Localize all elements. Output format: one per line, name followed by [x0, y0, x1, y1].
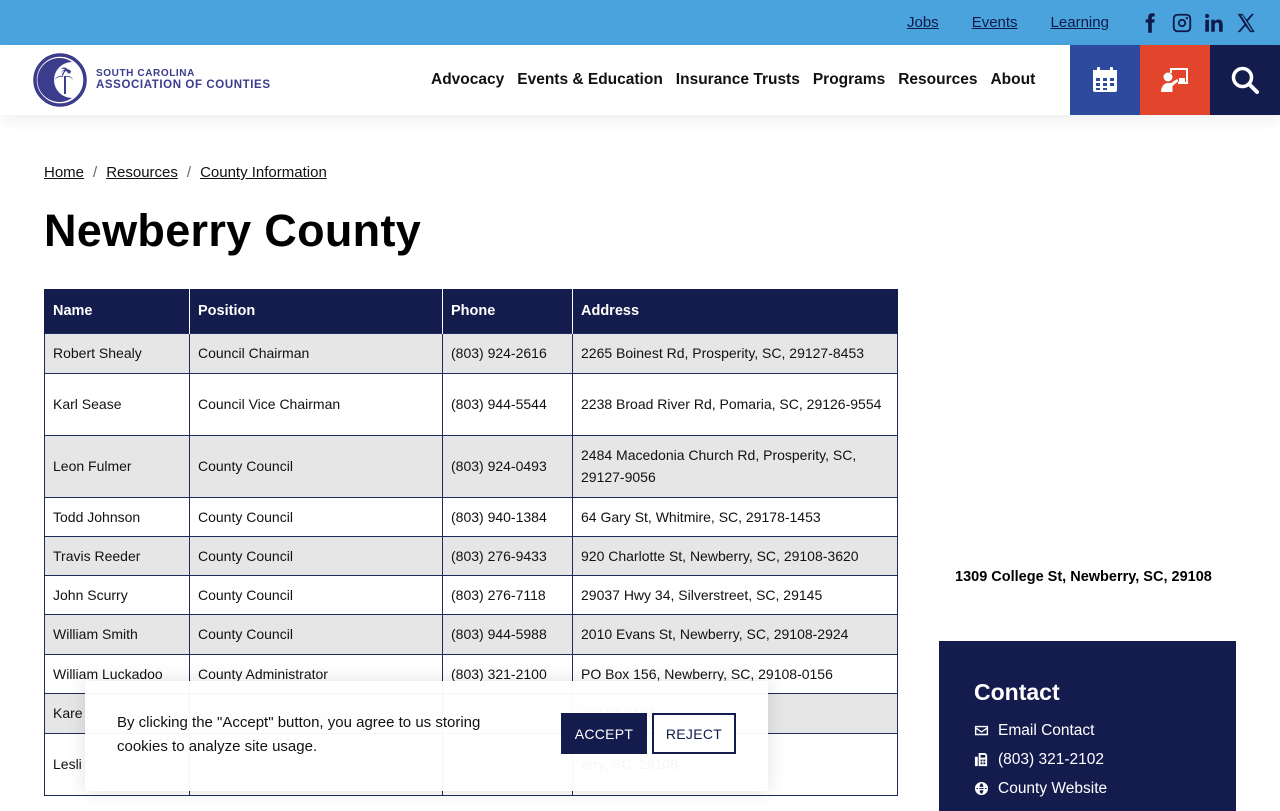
nav-resources[interactable]: Resources: [898, 71, 978, 88]
cell-phone: (803) 276-7118: [443, 575, 573, 614]
cell-address: 920 Charlotte St, Newberry, SC, 29108-3620: [573, 536, 898, 575]
cell-position: County Council: [190, 435, 443, 497]
cell-address: 29037 Hwy 34, Silverstreet, SC, 29145: [573, 575, 898, 614]
cell-name: Lesli: [45, 733, 190, 795]
calendar-icon: [1089, 64, 1121, 96]
cell-address: PO Box 156, Newberry, SC, 29108-0156: [573, 654, 898, 693]
logo-text: [96, 68, 271, 93]
page-title: Newberry County: [44, 205, 422, 256]
utility-bar: [0, 0, 1280, 45]
cell-address: 2238 Broad River Rd, Pomaria, SC, 29126-9554: [573, 373, 898, 435]
breadcrumb-county-information[interactable]: County Information: [200, 164, 327, 181]
calendar-button[interactable]: [1070, 45, 1140, 115]
breadcrumb-resources[interactable]: Resources: [106, 164, 178, 181]
main-nav: [431, 45, 1048, 115]
table-row: [45, 373, 898, 435]
cell-name: Todd Johnson: [45, 497, 190, 536]
breadcrumb-home[interactable]: Home: [44, 164, 85, 181]
cell-phone: (803) 944-5544: [443, 373, 573, 435]
search-button[interactable]: [1210, 45, 1280, 115]
nav-programs[interactable]: Programs: [812, 71, 886, 88]
contact-title: Contact: [974, 679, 1060, 705]
facebook-icon[interactable]: [1138, 11, 1162, 35]
cell-position: Council Chairman: [190, 333, 443, 373]
cell-name: Karl Sease: [45, 373, 190, 435]
contact-label: County Website: [998, 779, 1108, 797]
x-icon[interactable]: [1234, 11, 1258, 35]
cell-address: 64 Gary St, Whitmire, SC, 29178-1453: [573, 497, 898, 536]
learning-link[interactable]: Learning: [1050, 14, 1109, 31]
cell-address: 2484 Macedonia Church Rd, Prosperity, SC, 29127-9056: [573, 435, 898, 497]
table-row: [45, 536, 898, 575]
palmetto-logo-icon: [32, 52, 88, 108]
cell-name: Travis Reeder: [45, 536, 190, 575]
cell-phone: (803) 276-9433: [443, 536, 573, 575]
cell-position: County Council: [190, 536, 443, 575]
learning-button[interactable]: [1140, 45, 1210, 115]
linkedin-icon[interactable]: [1202, 11, 1226, 35]
cell-name: Robert Shealy: [45, 333, 190, 373]
cookie-message: By clicking the "Accept" button, you agree to us storing cookies to analyze site usage.: [117, 714, 481, 755]
county-address: 1309 College St, Newberry, SC, 29108: [955, 569, 1212, 585]
cell-position: County Council: [190, 497, 443, 536]
logo-line1: SOUTH CAROLINA: [96, 67, 195, 79]
table-row: [45, 614, 898, 654]
column-header-name: Name: [45, 289, 190, 333]
nav-events-education[interactable]: Events & Education: [517, 71, 663, 88]
column-header-address: Address: [573, 289, 898, 333]
county-website-link[interactable]: [974, 774, 1236, 803]
cell-position: County Administrator: [190, 654, 443, 693]
cell-address: 2265 Boinest Rd, Prosperity, SC, 29127-8453: [573, 333, 898, 373]
reject-cookies-button[interactable]: REJECT: [652, 713, 736, 754]
events-link[interactable]: Events: [971, 14, 1018, 31]
contact-label: Email Contact: [998, 721, 1095, 739]
instagram-icon[interactable]: [1170, 11, 1194, 35]
contact-panel: [939, 641, 1236, 811]
globe-icon: [974, 781, 989, 796]
table-row: [45, 333, 898, 373]
social-links: [1138, 0, 1266, 45]
cell-phone: (803) 944-5988: [443, 614, 573, 654]
table-row: [45, 435, 898, 497]
breadcrumb-separator: /: [186, 164, 192, 181]
table-row: [45, 497, 898, 536]
breadcrumb: [44, 164, 327, 181]
cell-phone: (803) 321-2100: [443, 654, 573, 693]
nav-about[interactable]: About: [990, 71, 1036, 88]
column-header-position: Position: [190, 289, 443, 333]
cell-phone: (803) 940-1384: [443, 497, 573, 536]
cell-name: William Smith: [45, 614, 190, 654]
phone-contact-link[interactable]: [974, 745, 1236, 774]
email-contact-link[interactable]: [974, 716, 1236, 745]
envelope-icon: [974, 723, 989, 738]
teaching-icon: [1159, 64, 1191, 96]
contact-label: (803) 321-2102: [998, 750, 1104, 768]
cell-phone: (803) 924-0493: [443, 435, 573, 497]
cell-position: Council Vice Chairman: [190, 373, 443, 435]
cell-name: Leon Fulmer: [45, 435, 190, 497]
logo[interactable]: [32, 52, 271, 108]
jobs-link[interactable]: Jobs: [907, 14, 939, 31]
accept-cookies-button[interactable]: ACCEPT: [561, 713, 647, 754]
cell-name: John Scurry: [45, 575, 190, 614]
cookie-banner: [85, 681, 768, 791]
cell-phone: (803) 924-2616: [443, 333, 573, 373]
utility-links: [907, 0, 1142, 45]
fax-phone-icon: [974, 752, 989, 767]
search-icon: [1229, 64, 1261, 96]
cell-name: Kare: [45, 693, 190, 733]
table-header-row: [45, 289, 898, 333]
nav-advocacy[interactable]: Advocacy: [431, 71, 505, 88]
table-row: [45, 575, 898, 614]
cell-name: William Luckadoo: [45, 654, 190, 693]
breadcrumb-separator: /: [93, 164, 98, 181]
nav-insurance-trusts[interactable]: Insurance Trusts: [675, 71, 800, 88]
logo-line2: ASSOCIATION OF COUNTIES: [96, 79, 271, 92]
column-header-phone: Phone: [443, 289, 573, 333]
site-header: [0, 45, 1280, 115]
cell-position: County Council: [190, 575, 443, 614]
cell-position: County Council: [190, 614, 443, 654]
cell-address: 2010 Evans St, Newberry, SC, 29108-2924: [573, 614, 898, 654]
